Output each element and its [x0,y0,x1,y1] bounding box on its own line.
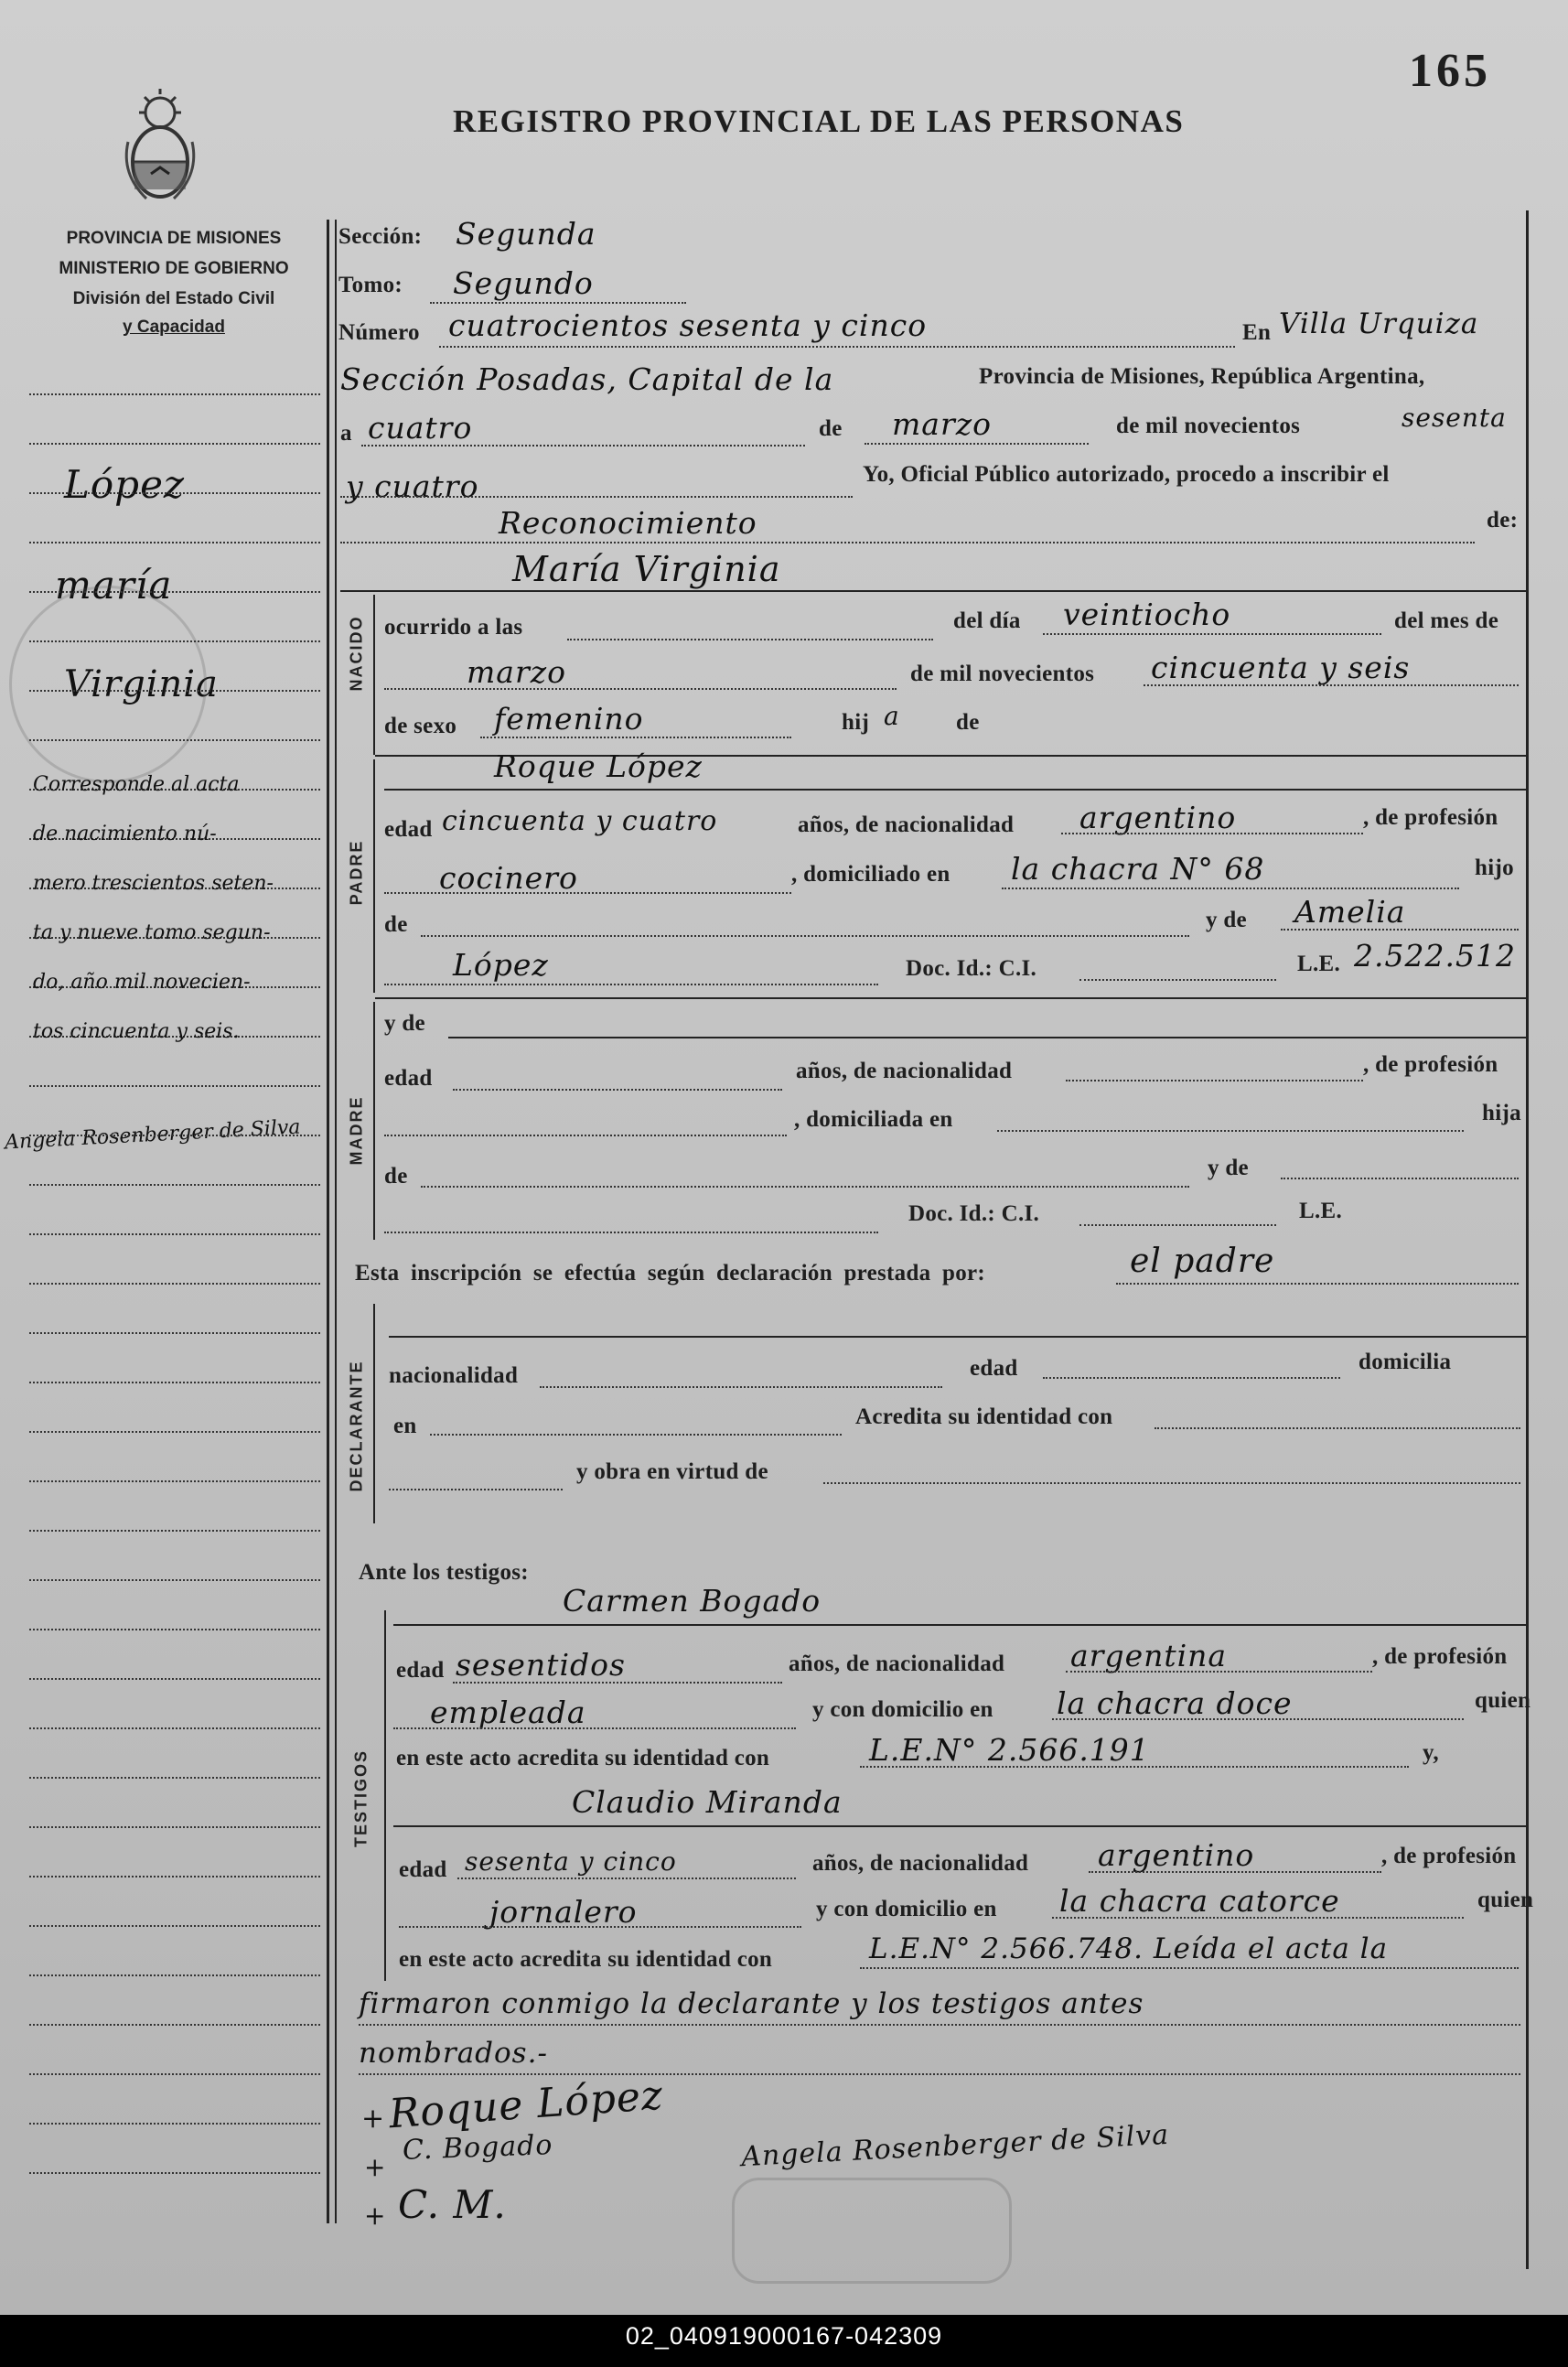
madre-anios-label: años, de nacionalidad [796,1059,1013,1083]
sidebar-ruled-line [29,1233,320,1235]
madre-nombre-rule [448,1037,1526,1038]
padre-nac-value: argentino [1079,800,1237,835]
oficial-text: Yo, Oficial Público autorizado, procedo a inscribir el [863,462,1390,487]
padre-de-label: de [384,912,408,937]
testigo2-dom-line [1052,1917,1464,1919]
padre-nombre-rule [384,789,1526,791]
sidebar-given-name-2: Virginia [64,663,219,705]
sexo-label: de sexo [384,714,457,738]
testigo2-dom: la chacra catorce [1059,1883,1340,1919]
testigo1-dom-line [1052,1718,1464,1720]
declarante-acredita-line [1155,1427,1520,1429]
testigo2-nombre: Claudio Miranda [572,1784,843,1820]
madre-doc-line [384,1232,878,1233]
tomo-line [430,302,686,304]
del-dia-label: del día [953,608,1021,633]
nacido-anio-label: de mil novecientos [910,662,1095,686]
numero-label: Número [338,320,420,345]
padre-edad-label: edad [384,817,433,842]
ocurrido-label: ocurrido a las [384,615,523,640]
padre-le-label: L.E. [1297,952,1341,976]
sidebar-ruled-line [29,1727,320,1729]
padre-edad-value: cincuenta y cuatro [442,805,718,837]
sidebar-ministry: MINISTERIO DE GOBIERNO [59,259,289,278]
padre-dom-value: la chacra N° 68 [1011,851,1265,887]
sidebar-ruled-line [29,1135,320,1136]
madre-y-de-label: y de [384,1011,425,1036]
footer-id: 02_040919000167-042309 [625,2322,943,2350]
testigo2-prof: jornalero [489,1894,638,1930]
madre-hija-label: hija [1482,1101,1521,1125]
tomo-value: Segundo [453,265,594,301]
padre-apellido-line [384,984,878,985]
padre-madre-line [1281,929,1519,931]
right-border-line [1526,210,1529,2269]
padre-section-label: PADRE [347,839,366,906]
sidebar-ruled-line [29,1332,320,1334]
sidebar-division: División del Estado Civil [72,289,275,308]
sidebar-surname: López [64,462,186,507]
declarante-acredita-label: Acredita su identidad con [855,1404,1113,1429]
anio-text: de mil novecientos [1116,414,1301,438]
testigo2-edad-label: edad [399,1857,447,1882]
padre-madre-value: Amelia [1294,894,1406,930]
declaracion-line [1116,1283,1519,1285]
madre-prof-label: , de profesión [1363,1052,1498,1077]
sidebar-ruled-line [29,1480,320,1482]
signature-mark-2: + [364,2152,387,2182]
testigo1-edad-line [453,1682,782,1684]
dia-value: veintiocho [1063,597,1231,632]
testigo1-prof-line [393,1727,796,1729]
testigos-section-label: TESTIGOS [351,1749,371,1848]
a-line [361,445,805,447]
sidebar-given-name-1: maría [55,563,173,608]
testigo2-quien-label: quien [1477,1888,1534,1912]
madre-section-label: MADRE [347,1095,366,1166]
madre-edad-label: edad [384,1066,433,1091]
declarante-box-line [373,1304,375,1523]
testigo2-nac: argentino [1098,1837,1255,1873]
sidebar-note-line: de nacimiento nú- [33,823,217,845]
declarante-nombre-rule [389,1336,1526,1338]
padre-ci-line [1079,979,1276,981]
sidebar-province: PROVINCIA DE MISIONES [66,229,282,248]
sidebar-ruled-line [29,2172,320,2174]
sidebar-ruled-line [29,542,320,543]
padre-le-value: 2.522.512 [1354,938,1516,974]
sidebar-ruled-line [29,1431,320,1433]
sidebar-note-line: ta y nueve tomo segun- [33,921,271,944]
madre-box-line [373,1002,375,1240]
padre-anios-label: años, de nacionalidad [798,812,1015,837]
tomo-label: Tomo: [338,273,403,297]
nacido-mes-value: marzo [467,654,566,690]
padre-y-de-label: y de [1206,908,1247,932]
ante-testigos-label: Ante los testigos: [359,1560,529,1585]
sidebar-ruled-line [29,393,320,395]
sidebar-ruled-line [29,1530,320,1532]
madre-ci-line [1079,1224,1276,1226]
hijo-suffix: a [884,701,900,731]
sidebar-note-line: do, año mil novecien- [33,971,251,994]
testigo1-prof: empleada [430,1695,586,1730]
mes-line [865,443,1089,445]
nacido-mes-line [384,688,897,690]
sidebar-ruled-line [29,690,320,692]
de-label: de [819,416,843,441]
declarante-section-label: DECLARANTE [347,1360,366,1492]
closing-line-1: firmaron conmigo la declarante y los testigos antes [359,1987,1144,2020]
sidebar-ruled-line [29,443,320,445]
madre-doc-label: Doc. Id.: C.I. [908,1201,1040,1226]
testigo2-acredita-label: en este acto acredita su identidad con [399,1947,773,1972]
nacido-anio-line [1144,684,1519,686]
sidebar-ruled-line [29,1777,320,1779]
sidebar-ruled-line [29,1925,320,1927]
sidebar-ruled-line [29,2073,320,2075]
testigo2-doc: L.E.N° 2.566.748. Leída el acta la [869,1932,1389,1965]
testigo2-doc-line [860,1967,1519,1969]
page-number: 165 [1409,45,1491,97]
padre-prof-label: , de profesión [1363,805,1498,830]
nombre-underline [340,590,1526,592]
madre-de-line [421,1186,1189,1188]
sidebar-ruled-line [29,1678,320,1680]
padre-dom-line [1002,888,1459,889]
signature-bogado: C. Bogado [402,2129,553,2167]
closing-line-2-rule [359,2073,1520,2075]
testigo2-anios-label: años, de nacionalidad [812,1851,1029,1876]
declaracion-text: Esta inscripción se efectúa según declaración prestada por: [355,1261,986,1286]
dia-line [1043,633,1381,635]
signature-cm: C. M. [398,2182,507,2227]
testigo1-dom: la chacra doce [1057,1685,1293,1721]
sidebar-ruled-line [29,2024,320,2026]
sidebar-ruled-line [29,1085,320,1087]
madre-y-de2-line [1281,1178,1519,1179]
madre-dom-line [997,1130,1464,1132]
sidebar-note-line: mero trescientos seten- [33,872,274,895]
padre-prof-line [384,892,791,894]
sidebar-ruled-line [29,640,320,642]
padre-doc-label: Doc. Id.: C.I. [906,956,1037,981]
sidebar-ruled-line [29,591,320,593]
sidebar-note-line: Corresponde al acta [33,773,240,796]
left-margin-double-line-1 [327,220,329,2223]
nombre-value: María Virginia [512,549,781,589]
madre-dom-label: , domiciliada en [794,1107,953,1132]
testigo1-nombre: Carmen Bogado [563,1583,822,1619]
signature-official: Angela Rosenberger de Silva [740,2118,1170,2174]
declarante-nac-label: nacionalidad [389,1363,519,1388]
madre-le-label: L.E. [1299,1199,1343,1223]
seccion2-value: Sección Posadas, Capital de la [340,361,834,397]
testigo1-dom-label: y con domicilio en [812,1697,993,1722]
closing-line-1-rule [359,2024,1520,2026]
sidebar-ruled-line [29,1629,320,1630]
sidebar-note-line: tos cincuenta y seis. [33,1020,240,1043]
ocurrido-line [567,639,933,640]
padre-nac-line [1061,833,1363,834]
sidebar-capacity: y Capacidad [123,317,225,337]
anio-value-2: y cuatro [346,468,479,504]
madre-prof-line [384,1135,787,1136]
faded-stamp-2 [732,2178,1012,2284]
anio-value: sesenta [1402,403,1507,433]
sidebar-ruled-line [29,1382,320,1383]
nacido-section-label: NACIDO [347,615,366,692]
faded-stamp [9,586,207,783]
padre-nombre-value: Roque López [494,748,703,784]
en-value: Villa Urquiza [1279,307,1479,340]
sidebar-ruled-line [29,2123,320,2125]
a-label: a [340,421,352,446]
de-colon-label: de: [1487,508,1519,533]
mes-value: marzo [892,406,992,442]
acto-value: Reconocimiento [499,505,757,541]
testigo2-prof-line [399,1926,801,1928]
del-mes-label: del mes de [1394,608,1499,633]
testigo2-nac-line [1089,1871,1381,1873]
madre-y-de2-label: y de [1208,1156,1249,1180]
signature-mark-3: + [364,2200,387,2231]
padre-apellido-value: López [453,947,549,983]
testigo1-nac-line [1066,1671,1372,1673]
testigo1-nombre-rule [393,1624,1526,1626]
padre-prof-value: cocinero [439,860,578,896]
declarante-virtud-label: y obra en virtud de [576,1459,768,1484]
testigo2-dom-label: y con domicilio en [816,1897,997,1921]
declarante-pre-virtud-line [389,1489,563,1490]
nacido-anio-value: cincuenta y seis [1151,650,1411,685]
testigo2-nombre-rule [393,1825,1526,1827]
padre-dom-label: , domiciliado en [791,862,950,887]
testigo1-acredita-label: en este acto acredita su identidad con [396,1746,770,1770]
declaracion-value: el padre [1130,1243,1275,1280]
testigo1-edad-label: edad [396,1658,445,1683]
sidebar-ruled-line [29,1826,320,1828]
declarante-en-line [430,1434,842,1436]
numero-value: cuatrocientos sesenta y cinco [448,307,928,343]
testigo1-doc: L.E.N° 2.566.191 [869,1732,1150,1768]
madre-edad-line [453,1089,782,1091]
testigo2-edad: sesenta y cinco [465,1846,677,1877]
testigos-box-line [384,1610,386,1981]
testigo1-edad: sesentidos [456,1647,626,1683]
left-margin-double-line-2 [335,220,337,2223]
declarante-nac-line [540,1386,942,1388]
anio2-line [340,496,853,498]
coat-of-arms-emblem [119,87,201,206]
testigo2-prof-label: , de profesión [1381,1844,1517,1868]
declarante-dom-label: domicilia [1359,1350,1452,1374]
testigo1-anios-label: años, de nacionalidad [789,1652,1005,1676]
sidebar-ruled-line [29,1876,320,1877]
sidebar-ruled-line [29,1184,320,1186]
closing-line-2: nombrados.- [359,2037,548,2070]
nacido-box-line [373,595,375,755]
testigo1-prof-label: , de profesión [1372,1644,1508,1669]
hijo-label: hij [842,710,870,735]
padre-box-line [373,759,375,993]
declarante-edad-label: edad [970,1356,1018,1381]
declarante-en-label: en [393,1414,417,1438]
acto-line [340,542,1475,543]
signature-roque-lopez: Roque López [387,2071,665,2138]
a-value: cuatro [368,410,473,446]
testigo1-doc-line [860,1766,1409,1768]
nacido-de-label: de [956,710,980,735]
testigo1-y-label: y, [1423,1740,1439,1765]
sidebar-ruled-line [29,1974,320,1976]
numero-line [439,346,1235,348]
testigo1-quien-label: quien [1475,1688,1531,1713]
testigo1-nac: argentina [1070,1638,1228,1673]
padre-de-line [421,935,1189,937]
seccion-label: Sección: [338,224,423,249]
sidebar-ruled-line [29,1283,320,1285]
sidebar-ruled-line [29,739,320,741]
provincia-text: Provincia de Misiones, República Argentina, [979,364,1425,389]
madre-de-label: de [384,1164,408,1189]
padre-hijo-label: hijo [1475,855,1514,880]
sexo-line [480,737,791,738]
sidebar-ruled-line [29,1579,320,1581]
declarante-virtud-line [823,1482,1520,1484]
madre-nac-line [1066,1080,1363,1081]
testigo2-edad-line [457,1877,796,1879]
signature-mark-1: + [361,2103,386,2135]
seccion-value: Segunda [456,216,596,252]
padre-bottom-rule [375,997,1526,999]
declarante-edad-line [1043,1377,1340,1379]
sexo-value: femenino [494,701,644,737]
en-label: En [1242,320,1272,345]
sidebar-ruled-line [29,492,320,494]
sidebar-signature: Angela Rosenberger de Silva [4,1115,302,1155]
document-title: REGISTRO PROVINCIAL DE LAS PERSONAS [453,103,1185,139]
